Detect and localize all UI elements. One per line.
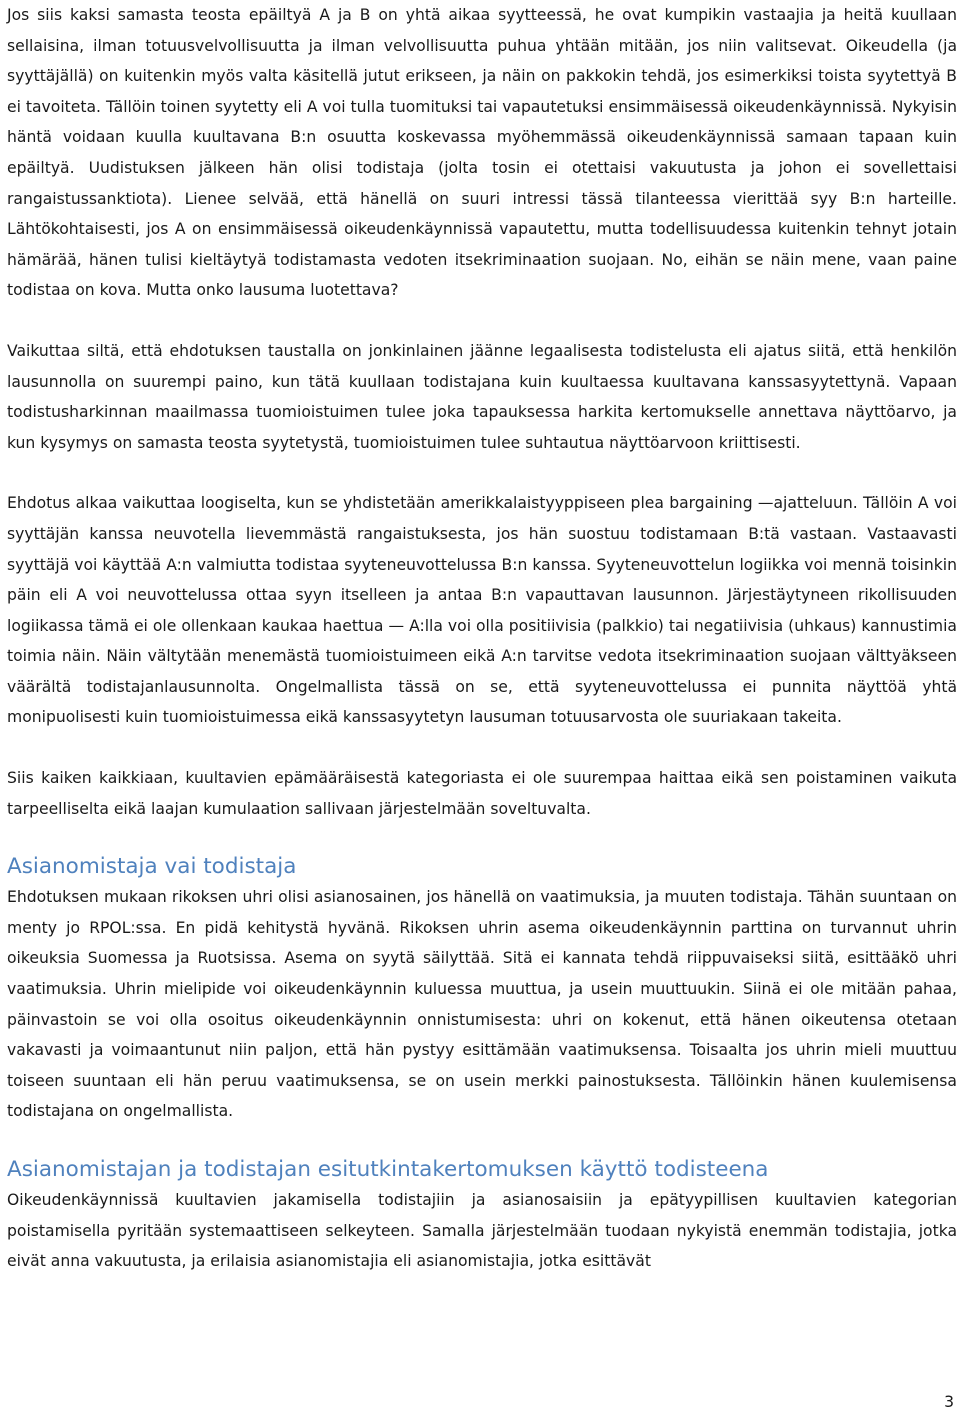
- section-heading-pretrial-statement: Asianomistajan ja todistajan esitutkintakertomuksen käyttö todisteena: [7, 1157, 769, 1182]
- paragraph-victim-status: Ehdotuksen mukaan rikoksen uhri olisi asianosainen, jos hänellä on vaatimuksia, ja muuten todistaja. Tähän suuntaan on menty jo RPOL:ssa. En pidä kehitystä hyvänä. Rikoksen uhrin asema oikeudenkäynnin parttina on turvannut uhrin oikeuksia Suomessa ja Ruotsissa. Asema on syytä säilyttää. Sitä ei kannata tehdä riippuvaiseksi siitä, esittääkö uhri vaatimuksia. Uhrin mielipide voi oikeudenkäynnin kuluessa muuttua, ja usein muuttuukin. Siinä ei ole mitään pahaa, päinvastoin se voi olla osoitus oikeudenkäynnin onnistumisesta: uhri on kokenut, että hänen oikeutensa otetaan vakavasti ja voimaantunut niin paljon, että hän pystyy esittämään vaatimuksensa. Toisaalta jos uhrin mieli muuttuu toiseen suuntaan eli hän peruu vaatimuksensa, se on usein merkki painostuksesta. Tällöinkin hänen kuulemisensa todistajana on ongelmallista.: [7, 888, 957, 1121]
- document-page: [7, 0, 957, 1277]
- paragraph-categorization: Oikeudenkäynnissä kuultavien jakamisella todistajiin ja asianosaisiin ja epätyypillisen kuultavien kategorian poistamisella pyritään systemaattiseen selkeyteen. Samalla järjestelmään tuodaan nykyistä enemmän todistajia, jotka eivät anna vakuutusta, ja erilaisia asianomistajia eli asianomistajia, jotka esittävät: [7, 1191, 957, 1271]
- paragraph-plea-bargaining: Ehdotus alkaa vaikuttaa loogiselta, kun se yhdistetään amerikkalaistyyppiseen plea bargaining —ajatteluun. Tällöin A voi syyttäjän kanssa neuvotella lievemmästä rangaistuksesta, jos hän suostuu todistamaan B:tä vastaan. Vastaavasti syyttäjä voi käyttää A:n valmiutta todistaa syyteneuvottelussa B:n kanssa. Syyteneuvottelun logiikka voi mennä toisinkin päin eli A voi neuvottelussa ottaa syyn itselleen ja antaa B:n vapauttavan lausunnon. Järjestäytyneen rikollisuuden logiikassa tämä ei ole ollenkaan kaukaa haettua — A:lla voi olla positiivisia (palkkio) tai negatiivisia (uhkaus) kannustimia toimia näin. Näin vältytään menemästä tuomioistuimeen eikä A:n tarvitse vedota itsekriminaation suojaan välttyäkseen väärältä todistajanlausunnolta. Ongelmallista tässä on se, että syyteneuvottelussa ei punnita näyttöä yhtä monipuolisesti kuin tuomioistuimessa eikä kanssasyytetyn lausuman totuusarvosta ole suuriakaan takeita.: [7, 494, 957, 727]
- paragraph-legal-evidence-remnant: Vaikuttaa siltä, että ehdotuksen taustalla on jonkinlainen jäänne legaalisesta todistelusta eli ajatus siitä, että henkilön lausunnolla on suurempi paino, kun tätä kuullaan todistajana kuin kuultaessa kuultavana kanssasyytettynä. Vapaan todistusharkinnan maailmassa tuomioistuimen tulee joka tapauksessa harkita kertomukselle annettava näyttöarvo, ja kun kysymys on samasta teosta syytetystä, tuomioistuimen tulee suhtautua näyttöarvoon kriittisesti.: [7, 341, 957, 452]
- page-number: 3: [944, 1393, 954, 1411]
- paragraph-co-defendant-testimony: Jos siis kaksi samasta teosta epäiltyä A ja B on yhtä aikaa syytteessä, he ovat kumpikin vastaajia ja heitä kuullaan sellaisina, ilman totuusvelvollisuutta ja ilman velvollisuutta puhua yhtään mitään, jos niin valitsevat. Oikeudella (ja syyttäjällä) on kuitenkin myös valta käsitellä jutut erikseen, ja näin on pakkokin tehdä, jos esimerkiksi toista syytettyä B ei tavoiteta. Tällöin toinen syytetty eli A voi tulla tuomituksi tai vapautetuksi ensimmäisessä oikeudenkäynnissä. Nykyisin häntä voidaan kuulla kuultavana B:n osuutta koskevassa myöhemmässä oikeudenkäynnissä samaan tapaan kuin epäiltyä. Uudistuksen jälkeen hän olisi todistaja (jolta tosin ei otettaisi vakuutusta ja johon ei sovellettaisi rangaistussanktiota). Lienee selvää, että hänellä on suuri intressi tässä tilanteessa vierittää syy B:n harteille. Lähtökohtaisesti, jos A on ensimmäisessä oikeudenkäynnissä vapautettu, mutta todellisuudessa kuitenkin tehnyt jotain hämärää, hänen tulisi kieltäytyä todistamasta vedoten itsekriminaation suojaan. No, eihän se näin mene, vaan paine todistaa on kova. Mutta onko lausuma luotettava?: [7, 6, 957, 300]
- paragraph-conclusion: Siis kaiken kaikkiaan, kuultavien epämääräisestä kategoriasta ei ole suurempaa haittaa eikä sen poistaminen vaikuta tarpeelliselta eikä laajan kumulaation sallivaan järjestelmään soveltuvalta.: [7, 769, 957, 818]
- section-heading-party-or-witness: Asianomistaja vai todistaja: [7, 854, 297, 880]
